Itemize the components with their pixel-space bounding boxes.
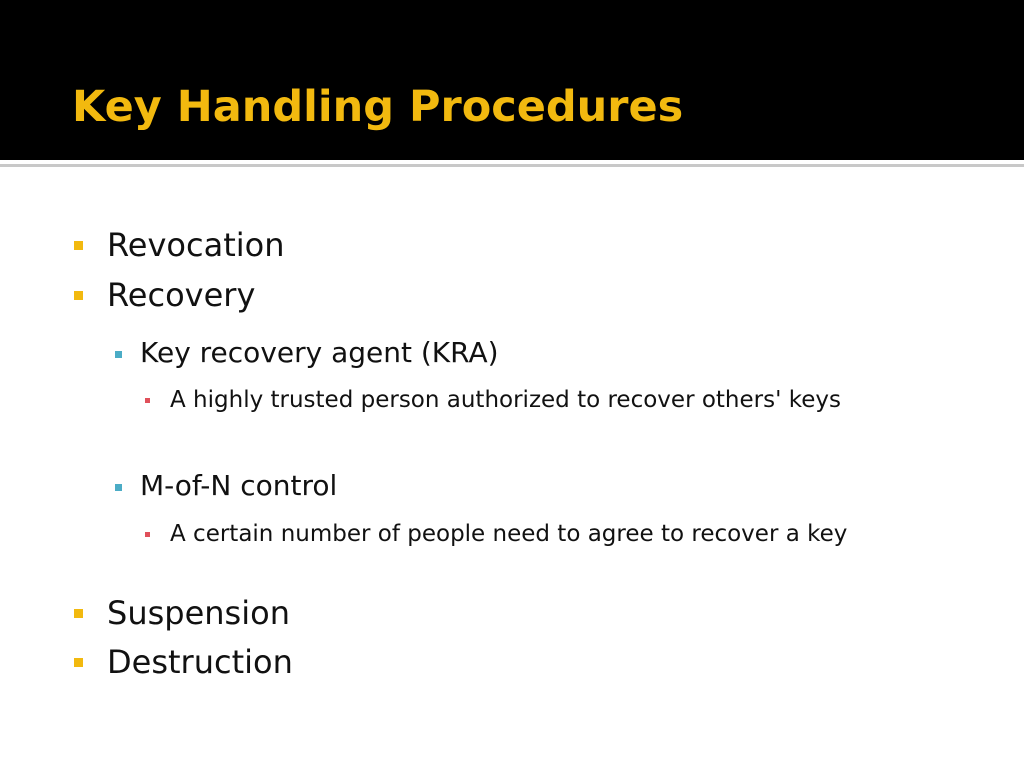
- square-bullet-icon: [115, 351, 122, 358]
- sub-bullet-item-m-of-n: [140, 469, 337, 503]
- square-bullet-icon: [145, 398, 150, 403]
- bullet-text: Suspension: [107, 594, 290, 632]
- detail-bullet-item-m-of-n: [170, 517, 950, 552]
- sub-bullet-text: Key recovery agent (KRA): [140, 336, 499, 369]
- square-bullet-icon: [145, 532, 150, 537]
- bullet-text: Revocation: [107, 226, 285, 264]
- slide-title: Key Handling Procedures: [72, 82, 684, 132]
- bullet-item-suspension: [107, 594, 290, 632]
- square-bullet-icon: [74, 291, 83, 300]
- square-bullet-icon: [74, 609, 83, 618]
- square-bullet-icon: [115, 484, 122, 491]
- detail-bullet-item-kra: [170, 383, 950, 418]
- sub-bullet-item-kra: [140, 336, 499, 370]
- bullet-text: Recovery: [107, 276, 256, 314]
- detail-bullet-text: A certain number of people need to agree to recover a key: [170, 521, 848, 547]
- bullet-item-recovery: [107, 276, 255, 314]
- square-bullet-icon: [74, 241, 83, 250]
- sub-bullet-text: M-of-N control: [140, 469, 338, 502]
- bullet-item-destruction: [107, 643, 293, 681]
- square-bullet-icon: [74, 658, 83, 667]
- detail-bullet-text: A highly trusted person authorized to recover others' keys: [170, 387, 841, 413]
- bullet-text: Destruction: [107, 643, 293, 681]
- bullet-item-revocation: [107, 226, 285, 264]
